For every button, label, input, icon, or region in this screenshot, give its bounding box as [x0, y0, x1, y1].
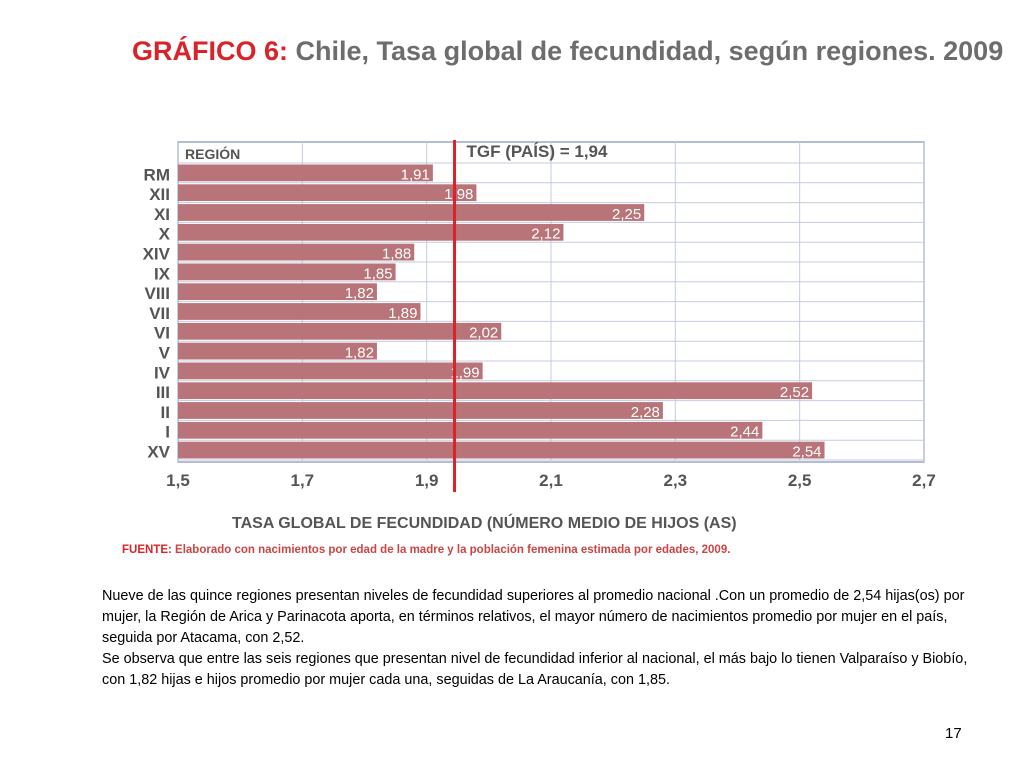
- bar-value-label: 1,88: [382, 245, 412, 263]
- region-label: XI: [153, 204, 170, 224]
- bar-value-label: 2,25: [612, 205, 642, 223]
- bar-value-label: 2,44: [730, 423, 760, 441]
- source-text: Elaborado con nacimientos por edad de la madre y la población femenina estimada por edades, 2009.: [175, 544, 731, 556]
- region-label: XII: [149, 185, 170, 205]
- bar-value-label: 2,28: [630, 403, 660, 421]
- body-paragraph-2: Se observa que entre las seis regiones que presentan nivel de fecundidad inferior al nacional, el más bajo lo tienen Valparaíso y Biobío, con 1,82 hijas e hijos promedio por mujer cada una, seguidas de La Araucanía, con 1,85.: [102, 651, 968, 688]
- source-label: FUENTE:: [122, 544, 172, 556]
- body-text: [102, 586, 982, 691]
- bar-value-label: 1,82: [344, 344, 374, 362]
- region-label: I: [165, 422, 170, 442]
- region-label: IX: [153, 264, 170, 284]
- region-label: VII: [149, 303, 170, 323]
- bar-X: [178, 224, 563, 241]
- region-label: XV: [147, 442, 170, 462]
- region-label: IV: [153, 363, 170, 383]
- bar-XV: [178, 442, 825, 459]
- bar-value-label: 1,89: [388, 304, 418, 322]
- region-label: RM: [143, 165, 170, 185]
- region-label: II: [160, 402, 170, 422]
- bar-VII: [178, 303, 420, 320]
- page-number: 17: [945, 725, 962, 742]
- x-tick-label: 2,7: [912, 471, 936, 490]
- body-paragraph-1: Nueve de las quince regiones presentan niveles de fecundidad superiores al promedio nacional .Con un promedio de 2,54 hijas(os) por mujer, la Región de Arica y Parinacota aporta, en términos relativos, el mayor número de nacimientos promedio por mujer en el país, seguida por Atacama, con 2,52.: [102, 588, 965, 646]
- region-label: VI: [153, 323, 170, 343]
- bar-value-label: 2,02: [469, 324, 499, 342]
- bar-XII: [178, 184, 476, 204]
- bar-IV: [178, 363, 483, 380]
- bar-value-label: 1,91: [400, 166, 430, 184]
- bar-XI: [178, 204, 644, 221]
- bar-value-label: 2,12: [531, 225, 561, 243]
- x-axis-title: TASA GLOBAL DE FECUNDIDAD (NÚMERO MEDIO DE HIJOS (AS): [232, 515, 737, 532]
- x-tick-label: 1,7: [290, 471, 315, 490]
- region-label: X: [158, 224, 170, 244]
- x-tick-label: 2,3: [663, 471, 688, 490]
- x-tick-label: 2,5: [787, 471, 812, 490]
- bar-value-label: 1,85: [363, 265, 393, 283]
- chart-title-prefix: GRÁFICO 6:: [132, 36, 289, 66]
- region-label: XIV: [142, 244, 170, 264]
- x-tick-label: 1,9: [414, 471, 439, 490]
- chart-bars: [178, 165, 825, 461]
- chart-source: [122, 544, 730, 556]
- bar-II: [178, 402, 663, 419]
- region-label: III: [155, 383, 170, 403]
- bar-XIV: [178, 244, 414, 261]
- x-tick-label: 1,5: [166, 471, 190, 490]
- region-label: VIII: [144, 284, 170, 304]
- bar-I: [178, 422, 762, 439]
- bar-value-label: 1,99: [450, 364, 480, 382]
- x-tick-labels: [166, 471, 936, 490]
- region-label: V: [158, 343, 170, 363]
- bar-RM: [178, 165, 433, 182]
- y-axis-title: REGIÓN: [185, 146, 241, 162]
- reference-line-label: TGF (PAÍS) = 1,94: [466, 142, 608, 161]
- bar-value-label: 1,98: [444, 186, 474, 204]
- region-labels: [143, 165, 171, 461]
- chart-title-text: Chile, Tasa global de fecundidad, según regiones. 2009: [295, 36, 1004, 66]
- bar-III: [178, 382, 812, 402]
- bar-value-label: 2,54: [792, 443, 822, 461]
- bar-VI: [178, 323, 501, 340]
- bar-value-label: 2,52: [779, 384, 810, 402]
- bar-value-label: 1,82: [344, 285, 374, 303]
- x-tick-label: 2,1: [539, 471, 563, 490]
